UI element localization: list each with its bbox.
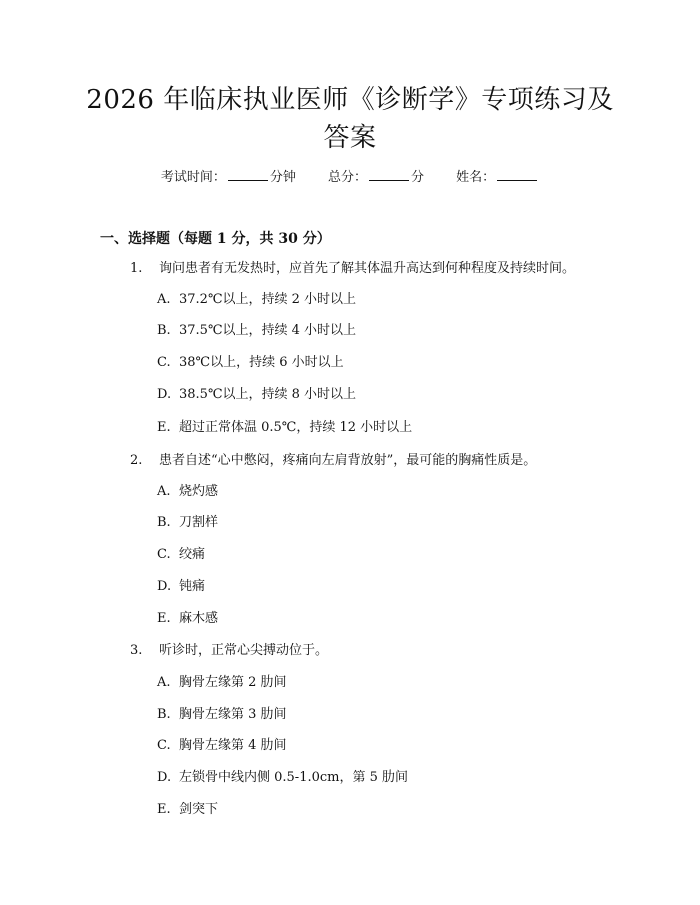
question-text: 听诊时，正常心尖搏动位于。 bbox=[159, 643, 329, 658]
total-score-blank bbox=[369, 168, 409, 181]
total-score-field bbox=[328, 168, 424, 188]
option-letter: B. bbox=[157, 707, 171, 722]
question-number: 3. bbox=[130, 643, 143, 658]
option-text: 刀割样 bbox=[179, 515, 219, 530]
option-letter: A. bbox=[157, 675, 171, 690]
name-blank bbox=[497, 168, 537, 181]
option-letter: C. bbox=[157, 355, 171, 370]
option-text: 钝痛 bbox=[179, 579, 206, 594]
exam-time-blank bbox=[228, 168, 268, 181]
exam-time-field bbox=[161, 168, 296, 188]
option-text: 37.5℃以上，持续 4 小时以上 bbox=[179, 323, 357, 338]
total-score-unit: 分 bbox=[411, 170, 425, 185]
option-text: 胸骨左缘第 2 肋间 bbox=[179, 675, 287, 690]
question-3-option-e bbox=[157, 800, 218, 820]
option-letter: C. bbox=[157, 738, 171, 753]
option-letter: E. bbox=[157, 802, 171, 817]
option-letter: B. bbox=[157, 515, 171, 530]
option-letter: E. bbox=[157, 611, 171, 626]
option-letter: C. bbox=[157, 547, 171, 562]
exam-meta bbox=[0, 168, 700, 188]
option-text: 左锁骨中线内侧 0.5-1.0cm，第 5 肋间 bbox=[179, 770, 409, 785]
option-text: 绞痛 bbox=[179, 547, 206, 562]
option-letter: D. bbox=[157, 770, 172, 785]
total-score-label: 总分： bbox=[327, 170, 367, 185]
option-text: 胸骨左缘第 4 肋间 bbox=[179, 738, 287, 753]
question-2-option-a bbox=[157, 482, 218, 502]
page-title-line-2: 答案 bbox=[323, 123, 377, 153]
question-1-option-e bbox=[157, 418, 412, 438]
question-text: 询问患者有无发热时，应首先了解其体温升高达到何种程度及持续时间。 bbox=[159, 261, 576, 276]
option-text: 超过正常体温 0.5℃，持续 12 小时以上 bbox=[179, 420, 413, 435]
question-3-option-d bbox=[157, 768, 408, 788]
option-text: 38.5℃以上，持续 8 小时以上 bbox=[179, 387, 357, 402]
option-text: 38℃以上，持续 6 小时以上 bbox=[179, 355, 344, 370]
question-1 bbox=[130, 259, 575, 279]
question-2-option-b bbox=[157, 513, 218, 533]
question-number: 2. bbox=[130, 453, 143, 468]
option-text: 麻木感 bbox=[179, 611, 219, 626]
exam-time-unit: 分钟 bbox=[269, 170, 296, 185]
option-letter: A. bbox=[157, 484, 171, 499]
question-1-option-c bbox=[157, 353, 344, 373]
name-label: 姓名： bbox=[456, 170, 496, 185]
question-3-option-b bbox=[157, 705, 287, 725]
page-title-line-1: 2026 年临床执业医师《诊断学》专项练习及 bbox=[86, 85, 614, 115]
section-title: 一、选择题（每题 1 分，共 30 分） bbox=[100, 231, 331, 247]
question-2-option-c bbox=[157, 545, 205, 565]
option-text: 胸骨左缘第 3 肋间 bbox=[179, 707, 287, 722]
question-3-option-a bbox=[157, 673, 287, 693]
name-field bbox=[456, 168, 539, 188]
question-1-option-a bbox=[157, 290, 356, 310]
question-text: 患者自述“心中憋闷，疼痛向左肩背放射”，最可能的胸痛性质是。 bbox=[159, 453, 537, 468]
option-letter: E. bbox=[157, 420, 171, 435]
question-3 bbox=[130, 641, 328, 661]
option-text: 37.2℃以上，持续 2 小时以上 bbox=[179, 292, 357, 307]
question-1-option-d bbox=[157, 385, 356, 405]
question-3-option-c bbox=[157, 736, 287, 756]
option-letter: A. bbox=[157, 292, 171, 307]
exam-time-label: 考试时间： bbox=[160, 170, 226, 185]
question-2-option-d bbox=[157, 577, 205, 597]
option-text: 剑突下 bbox=[179, 802, 219, 817]
option-letter: D. bbox=[157, 579, 172, 594]
question-1-option-b bbox=[157, 321, 356, 341]
option-letter: B. bbox=[157, 323, 171, 338]
option-text: 烧灼感 bbox=[179, 484, 219, 499]
option-letter: D. bbox=[157, 387, 172, 402]
question-2-option-e bbox=[157, 609, 218, 629]
question-number: 1. bbox=[130, 261, 143, 276]
question-2 bbox=[130, 451, 536, 471]
